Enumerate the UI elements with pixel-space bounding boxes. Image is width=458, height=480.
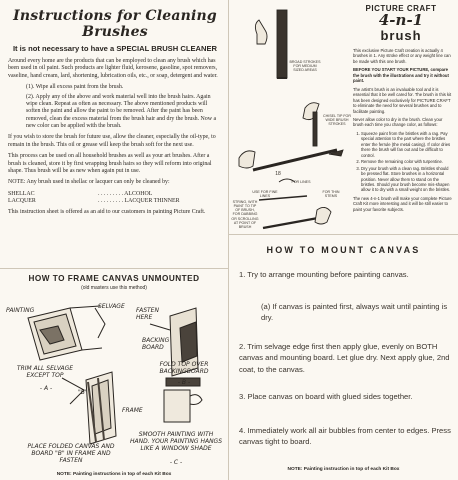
hand-icon xyxy=(239,151,255,168)
cleaning-subtitle: It is not necessary to have a SPECIAL BRUSH CLEANER xyxy=(12,44,218,53)
place-label: PLACE FOLDED CANVAS AND BOARD "B" IN FRAME AND FASTEN xyxy=(27,443,115,464)
four-in-one-label: 4-n-1 xyxy=(378,11,424,29)
thinner-label: . . . . . . . . . LACQUER THINNER xyxy=(98,198,180,204)
brush-handle xyxy=(253,150,337,170)
mount-canvas-section xyxy=(229,235,458,480)
brush-care-step: 1. Squeeze paint from the bristles with a rag. Pay special attention to the part where the bristles enter the ferrule (the metal casing). If color dries there the brush will fan out and be difficult to control. xyxy=(361,131,453,158)
brush-care-step: 3. Dry your brush with a clean rag. Bristles should be pressed flat. Store brushes in a horizontal position. Never allow them to stand on the bristles. Should your brush become mis-shapen allow it to dry with a small weight on the bristles. xyxy=(361,166,453,193)
mount-step-2: 2. Trim selvage edge first then apply glue, evenly on BOTH canvas and mounting board. Let glue dry. Next apply glue, 2nd coat, to the canvas. xyxy=(239,342,450,374)
mount-title: HOW TO MOUNT CANVAS xyxy=(266,245,421,255)
brush-care: The artist's brush is an invaluable tool and it is essential that it be well cared for. The brush in this kit has been designed exclusively for PICTURE CRAFT to eliminate the need for several brushes and to facilitate painting. xyxy=(353,86,452,114)
fasten-here-label: FASTEN HERE xyxy=(136,307,159,321)
brand-label: PICTURE CRAFT xyxy=(365,4,437,13)
step-b-label: - B - xyxy=(177,379,191,386)
brush-heading xyxy=(349,4,453,42)
fine-lines-label: USE FOR FINE LINES xyxy=(252,190,278,199)
chisel-stroke xyxy=(313,112,317,146)
brush-instructions xyxy=(353,48,453,215)
step-c-label: - C - xyxy=(169,459,183,466)
frame-footnote: NOTE: Painting instructions in top of each Kit Box xyxy=(56,472,172,477)
closing-paragraph: This instruction sheet is offered as an aid to our customers in painting Picture Craft. xyxy=(8,209,206,216)
cleaning-brushes-section xyxy=(8,8,222,221)
frame-canvas-section xyxy=(0,268,228,480)
step-a-label: - A - xyxy=(39,385,53,392)
mount-step-1: 1. Try to arrange mounting before painting canvas. xyxy=(239,270,409,279)
never-allow: Never allow color to dry in the brush. Clean your brush each time you change color, as follows: xyxy=(353,116,443,128)
brush-outro: The new 4-n-1 brush will make your complete Picture Craft Kit more interesting and it will be still easier to paint your favorite subjects. xyxy=(353,195,452,212)
brush-intro: This exclusive Picture Craft creation is actually 4 brushes in 1. Any stroke effect or any weight line can be made with this one brush. xyxy=(353,48,451,64)
frame-illustration-b xyxy=(62,372,116,444)
canvas-illustration-a xyxy=(28,306,105,360)
chisel-tip-label: CHISEL TIP FOR WIDE BRUSH STROKES xyxy=(323,114,351,127)
storage-paragraph: If you wish to store the brush for future use, allow the cleaner, especially the oil-type, to remain in the brush. This oil or grease will keep the brush soft for the next use. xyxy=(8,134,216,148)
broad-strokes-label: BROAD STROKES FOR MEDIUM SIZED AREAS xyxy=(289,60,321,73)
dabbing-label: STRING, WITH PAINT TO TIP OF BRUSH, FOR DABBING OR SCROLLING AT POINT OF BRUSH xyxy=(231,200,259,229)
cleaning-steps xyxy=(8,84,222,130)
household-paragraph: This process can be used on all household brushes as well as your art brushes. After a brush is cleaned, store it by first wrapping brush hairs so they will reform into original shape. Thus brush will be as new when again put in use. xyxy=(8,153,212,174)
brush-care-step: 2. Remove the remaining color with turpentine. xyxy=(361,159,453,164)
for-lines-label: FOR LINES xyxy=(291,180,311,184)
mount-step-1a: (a) If canvas is painted first, always wait until painting is dry. xyxy=(261,302,448,323)
lacquer-label: LACQUER xyxy=(8,198,36,204)
solvent-table xyxy=(8,191,222,206)
mount-step-4: 4. Immediately work all air bubbles from center to edges. Press canvas tight to board. xyxy=(239,426,451,447)
painting-label: PAINTING xyxy=(6,307,35,314)
thin-stems-label: FOR THIN STEMS xyxy=(322,190,340,199)
frame-title: HOW TO FRAME CANVAS UNMOUNTED xyxy=(28,274,200,283)
hand-icon xyxy=(315,207,331,224)
frame-label: FRAME xyxy=(122,407,143,414)
cleaning-title: Instructions for Cleaning Brushes xyxy=(13,8,217,40)
broad-stroke xyxy=(277,10,287,78)
cleaning-step-2: (2). Apply any of the above and work material well into the brush hairs. Again wipe clean. Repeat as often as necessary. The above mentioned products will soften the paint and allow the paint to be removed. After the paint has been removed, clean the excess material from the brush hair and dry the brush. Now a new color can be applied with the brush. xyxy=(26,93,217,129)
shellac-label: SHELLAC xyxy=(8,190,35,197)
b-marker-label: "B" xyxy=(78,389,88,396)
fold-label: FOLD TOP OVER BACKINGBOARD xyxy=(159,361,209,375)
cleaning-intro: Around every home are the products that can be employed to clean any brush which has been used in oil paint. Such products are lighter fluid, kerosene, gasoline, spot removers, vaseline, hand cream, lard, shortening, lubrication oils, etc., or soap, detergent and water. xyxy=(8,58,218,79)
mount-step-3: 3. Place canvas on board with glued sides together. xyxy=(239,392,413,401)
backing-board-label: BACKING BOARD xyxy=(142,337,170,351)
alcohol-label: . . . . . . . . . ALCOHOL xyxy=(98,190,153,197)
frame-subtitle: (old masters use this method) xyxy=(81,285,147,291)
figure-number: 18 xyxy=(275,171,281,177)
brush-section xyxy=(229,0,458,234)
mount-footnote: NOTE: Painting instruction in top of each Kit Box xyxy=(287,467,400,472)
brush-word: brush xyxy=(380,27,422,43)
cleaning-step-1: (1). Wipe all excess paint from the brush. xyxy=(26,84,124,91)
shellac-note: NOTE: Any brush used in shellac or lacquer can only be cleaned by: xyxy=(8,179,170,186)
selvage-label: SELVAGE xyxy=(98,303,125,310)
smooth-label: SMOOTH PAINTING WITH HAND. YOUR PAINTING HANGS LIKE A WINDOW SHADE xyxy=(130,431,223,452)
brush-care-steps xyxy=(353,131,453,193)
trim-label: TRIM ALL SELVAGE EXCEPT TOP xyxy=(16,365,74,379)
hand-icon xyxy=(255,20,267,44)
before-you-start: BEFORE YOU START YOUR PICTURE, compare the brush with the illustrations and try it without paint. xyxy=(353,67,449,84)
